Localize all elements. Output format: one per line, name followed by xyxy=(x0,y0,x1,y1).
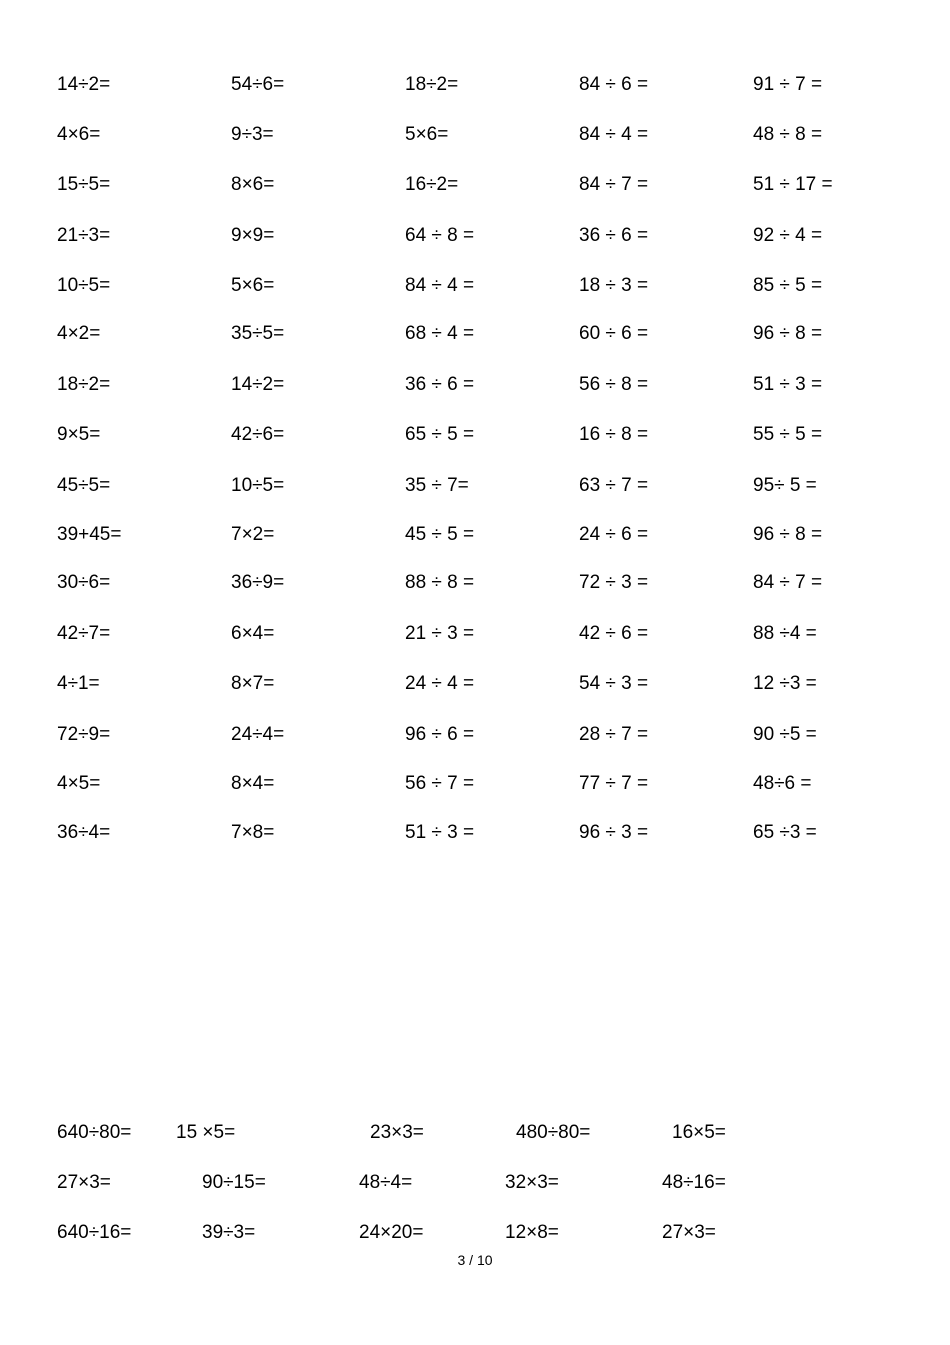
exercise-item: 24÷4= xyxy=(231,724,285,745)
exercise-item: 39+45= xyxy=(57,524,122,545)
exercise-item: 84 ÷ 7 = xyxy=(753,572,823,593)
exercise-item: 4÷1= xyxy=(57,673,100,694)
exercise-item: 35 ÷ 7= xyxy=(405,475,469,496)
exercise-item: 27×3= xyxy=(662,1222,716,1243)
exercise-item: 7×2= xyxy=(231,524,275,545)
exercise-item: 14÷2= xyxy=(231,374,285,395)
exercise-item: 96 ÷ 8 = xyxy=(753,524,823,545)
exercise-item: 64 ÷ 8 = xyxy=(405,225,475,246)
exercise-item: 39÷3= xyxy=(202,1222,256,1243)
exercise-item: 85 ÷ 5 = xyxy=(753,275,823,296)
exercise-item: 42÷7= xyxy=(57,623,111,644)
exercise-item: 4×6= xyxy=(57,124,101,145)
exercise-item: 4×5= xyxy=(57,773,101,794)
exercise-item: 35÷5= xyxy=(231,323,285,344)
exercise-item: 9×5= xyxy=(57,424,101,445)
page-number: 3 / 10 xyxy=(457,1252,493,1268)
exercise-item: 6×4= xyxy=(231,623,275,644)
exercise-item: 36 ÷ 6 = xyxy=(405,374,475,395)
exercise-item: 63 ÷ 7 = xyxy=(579,475,649,496)
exercise-item: 77 ÷ 7 = xyxy=(579,773,649,794)
exercise-item: 10÷5= xyxy=(57,275,111,296)
exercise-item: 91 ÷ 7 = xyxy=(753,74,823,95)
exercise-item: 55 ÷ 5 = xyxy=(753,424,823,445)
exercise-item: 21 ÷ 3 = xyxy=(405,623,475,644)
exercise-item: 60 ÷ 6 = xyxy=(579,323,649,344)
exercise-item: 90÷15= xyxy=(202,1172,266,1193)
exercise-item: 45 ÷ 5 = xyxy=(405,524,475,545)
exercise-item: 5×6= xyxy=(405,124,449,145)
exercise-item: 96 ÷ 8 = xyxy=(753,323,823,344)
exercise-item: 480÷80= xyxy=(516,1122,591,1143)
exercise-item: 88 ÷ 8 = xyxy=(405,572,475,593)
exercise-item: 18÷2= xyxy=(57,374,111,395)
exercise-item: 48 ÷ 8 = xyxy=(753,124,823,145)
exercise-item: 54÷6= xyxy=(231,74,285,95)
exercise-item: 54 ÷ 3 = xyxy=(579,673,649,694)
exercise-item: 16 ÷ 8 = xyxy=(579,424,649,445)
exercise-item: 65 ÷3 = xyxy=(753,822,817,843)
exercise-item: 7×8= xyxy=(231,822,275,843)
exercise-item: 72÷9= xyxy=(57,724,111,745)
exercise-item: 51 ÷ 17 = xyxy=(753,174,833,195)
exercise-item: 96 ÷ 6 = xyxy=(405,724,475,745)
exercise-item: 42 ÷ 6 = xyxy=(579,623,649,644)
exercise-item: 48÷16= xyxy=(662,1172,726,1193)
exercise-item: 18 ÷ 3 = xyxy=(579,275,649,296)
exercise-item: 14÷2= xyxy=(57,74,111,95)
exercise-item: 42÷6= xyxy=(231,424,285,445)
exercise-item: 84 ÷ 4 = xyxy=(405,275,475,296)
exercise-item: 24×20= xyxy=(359,1222,424,1243)
exercise-item: 65 ÷ 5 = xyxy=(405,424,475,445)
exercise-item: 30÷6= xyxy=(57,572,111,593)
exercise-item: 48÷4= xyxy=(359,1172,413,1193)
exercise-item: 36÷4= xyxy=(57,822,111,843)
exercise-item: 24 ÷ 6 = xyxy=(579,524,649,545)
exercise-item: 23×3= xyxy=(370,1122,424,1143)
exercise-item: 36 ÷ 6 = xyxy=(579,225,649,246)
exercise-item: 15÷5= xyxy=(57,174,111,195)
exercise-item: 24 ÷ 4 = xyxy=(405,673,475,694)
exercise-item: 28 ÷ 7 = xyxy=(579,724,649,745)
exercise-item: 84 ÷ 4 = xyxy=(579,124,649,145)
exercise-item: 95÷ 5 = xyxy=(753,475,817,496)
exercise-item: 48÷6 = xyxy=(753,773,812,794)
exercise-item: 88 ÷4 = xyxy=(753,623,817,644)
exercise-item: 27×3= xyxy=(57,1172,111,1193)
exercise-item: 12×8= xyxy=(505,1222,559,1243)
exercise-item: 15 ×5= xyxy=(176,1122,236,1143)
exercise-item: 90 ÷5 = xyxy=(753,724,817,745)
exercise-item: 9÷3= xyxy=(231,124,274,145)
exercise-item: 640÷80= xyxy=(57,1122,132,1143)
exercise-item: 16×5= xyxy=(672,1122,726,1143)
exercise-item: 36÷9= xyxy=(231,572,285,593)
exercise-item: 8×4= xyxy=(231,773,275,794)
exercise-item: 68 ÷ 4 = xyxy=(405,323,475,344)
exercise-item: 51 ÷ 3 = xyxy=(405,822,475,843)
exercise-item: 12 ÷3 = xyxy=(753,673,817,694)
exercise-item: 8×6= xyxy=(231,174,275,195)
exercise-item: 10÷5= xyxy=(231,475,285,496)
exercise-item: 96 ÷ 3 = xyxy=(579,822,649,843)
exercise-item: 56 ÷ 7 = xyxy=(405,773,475,794)
exercise-item: 72 ÷ 3 = xyxy=(579,572,649,593)
exercise-item: 8×7= xyxy=(231,673,275,694)
exercise-item: 56 ÷ 8 = xyxy=(579,374,649,395)
exercise-item: 32×3= xyxy=(505,1172,559,1193)
exercise-item: 4×2= xyxy=(57,323,101,344)
exercise-item: 16÷2= xyxy=(405,174,459,195)
exercise-item: 84 ÷ 7 = xyxy=(579,174,649,195)
exercise-item: 51 ÷ 3 = xyxy=(753,374,823,395)
exercise-item: 18÷2= xyxy=(405,74,459,95)
exercise-item: 21÷3= xyxy=(57,225,111,246)
exercise-item: 84 ÷ 6 = xyxy=(579,74,649,95)
exercise-item: 45÷5= xyxy=(57,475,111,496)
exercise-item: 640÷16= xyxy=(57,1222,132,1243)
exercise-item: 92 ÷ 4 = xyxy=(753,225,823,246)
exercise-item: 5×6= xyxy=(231,275,275,296)
exercise-item: 9×9= xyxy=(231,225,275,246)
